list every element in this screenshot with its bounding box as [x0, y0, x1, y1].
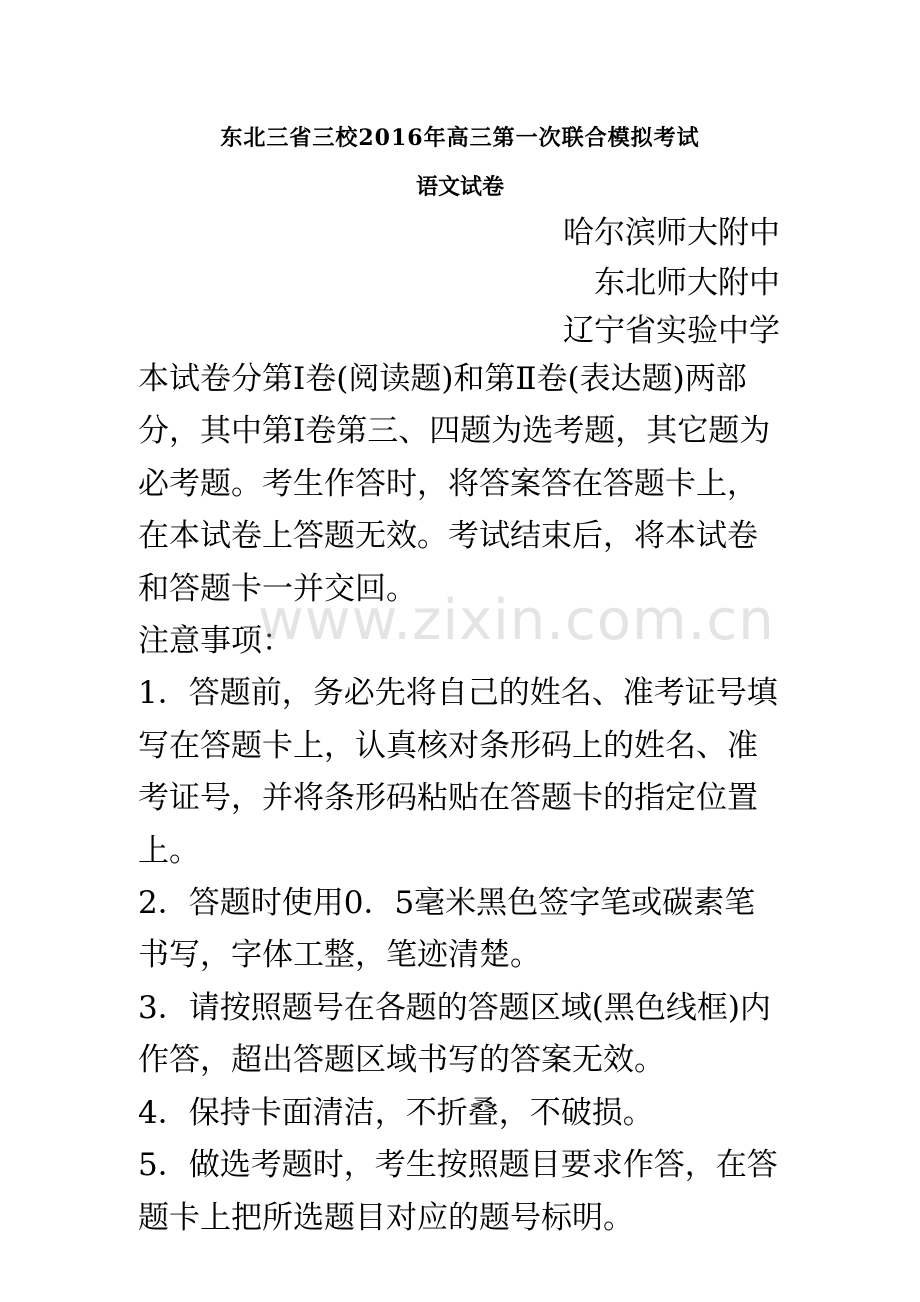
exam-title: 东北三省三校2016年高三第一次联合模拟考试 [220, 125, 700, 151]
intro-paragraph: 本试卷分第Ⅰ卷(阅读题)和第Ⅱ卷(表达题)两部分，其中第Ⅰ卷第三、四题为选考题，其它题为必考题。考生作答时，将答案答在答题卡上，在本试卷上答题无效。考试结束后，将本试卷和答题卡一并交回。 [138, 361, 771, 607]
notice-heading: 注意事项： [138, 623, 293, 660]
school-name: 哈尔滨师大附中 [563, 215, 780, 251]
exam-instructions [138, 353, 786, 1244]
notice-item: 5．做选考题时，考生按照题目要求作答，在答题卡上把所选题目对应的题号标明。 [138, 1147, 778, 1236]
notice-item: 4．保持卡面清洁，不折叠，不破损。 [138, 1094, 654, 1131]
notice-item: 1．答题前，务必先将自己的姓名、准考证号填写在答题卡上，认真核对条形码上的姓名、准考证号，并将条形码粘贴在答题卡的指定位置上。 [138, 675, 778, 869]
notice-item: 3．请按照题号在各题的答题区域(黑色线框)内作答，超出答题区域书写的答案无效。 [138, 989, 771, 1079]
exam-subtitle: 语文试卷 [415, 175, 504, 200]
watermark: www.zixin.com.cn [258, 588, 775, 653]
notice-item: 2．答题时使用0．5毫米黑色签字笔或碳素笔书写，字体工整，笔迹清楚。 [138, 885, 756, 974]
school-name: 东北师大附中 [594, 265, 780, 301]
school-name: 辽宁省实验中学 [563, 313, 780, 349]
